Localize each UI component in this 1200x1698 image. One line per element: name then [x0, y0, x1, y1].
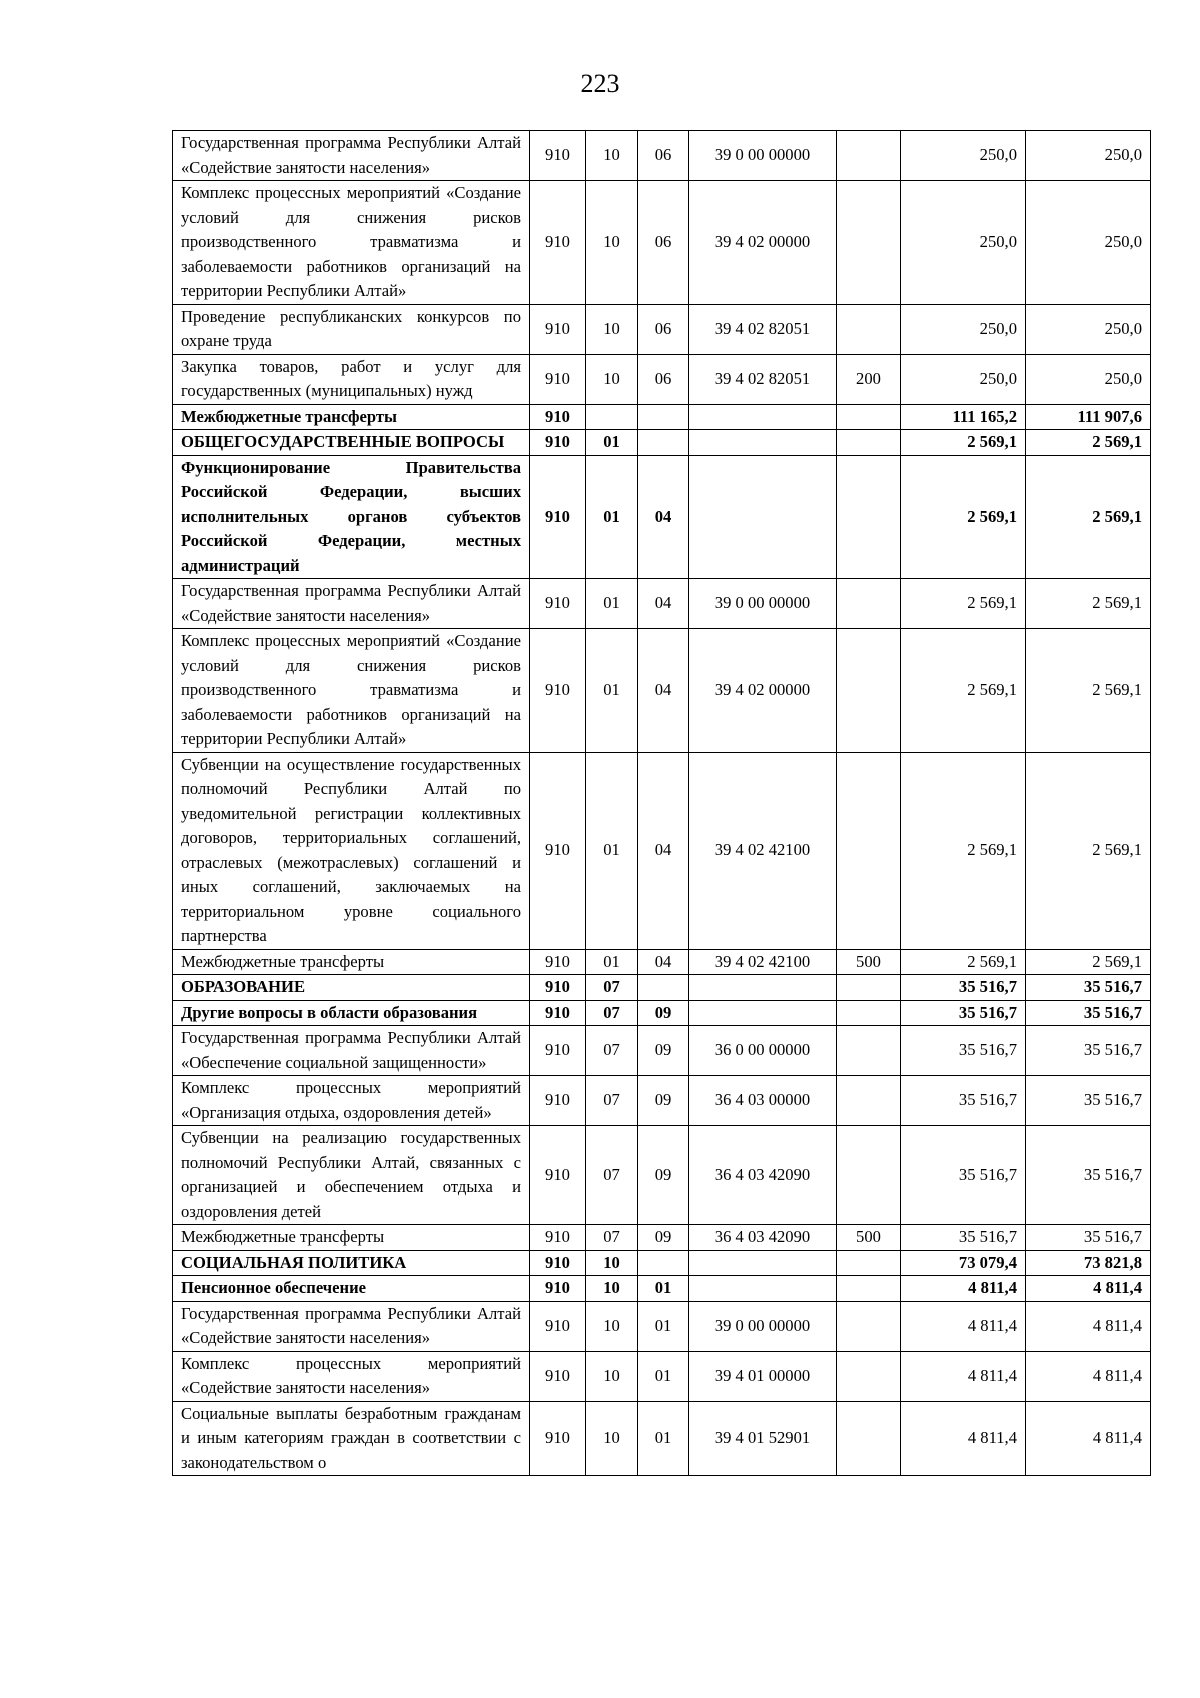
expense-type-cell — [837, 304, 901, 354]
expense-type-cell — [837, 455, 901, 579]
amount-year2-cell: 2 569,1 — [1026, 629, 1151, 753]
subsection-code-cell: 04 — [638, 629, 689, 753]
row-name-cell: ОБРАЗОВАНИЕ — [173, 975, 530, 1001]
expense-type-cell — [837, 1301, 901, 1351]
table-row — [173, 949, 1151, 975]
grbs-code-cell: 910 — [530, 1401, 586, 1476]
table-row — [173, 430, 1151, 456]
target-article-cell: 36 4 03 42090 — [689, 1225, 837, 1251]
amount-year1-cell: 73 079,4 — [901, 1250, 1026, 1276]
row-name-cell: Пенсионное обеспечение — [173, 1276, 530, 1302]
subsection-code-cell: 04 — [638, 752, 689, 949]
target-article-cell: 39 4 02 42100 — [689, 752, 837, 949]
grbs-code-cell: 910 — [530, 131, 586, 181]
row-name-cell: Комплекс процессных мероприятий «Организация отдыха, оздоровления детей» — [173, 1076, 530, 1126]
amount-year2-cell: 35 516,7 — [1026, 975, 1151, 1001]
expense-type-cell — [837, 1126, 901, 1225]
section-code-cell: 07 — [586, 1000, 638, 1026]
row-name-cell: Субвенции на реализацию государственных полномочий Республики Алтай, связанных с организацией и обеспечением отдыха и оздоровления детей — [173, 1126, 530, 1225]
subsection-code-cell: 09 — [638, 1076, 689, 1126]
section-code-cell: 10 — [586, 1250, 638, 1276]
subsection-code-cell: 09 — [638, 1225, 689, 1251]
row-name-cell: Комплекс процессных мероприятий «Создание условий для снижения рисков производственного травматизма и заболеваемости работников организаций на территории Республики Алтай» — [173, 181, 530, 305]
amount-year1-cell: 35 516,7 — [901, 1126, 1026, 1225]
expense-type-cell — [837, 1351, 901, 1401]
table-row — [173, 975, 1151, 1001]
table-row — [173, 1401, 1151, 1476]
grbs-code-cell: 910 — [530, 1126, 586, 1225]
table-row — [173, 1126, 1151, 1225]
target-article-cell: 39 0 00 00000 — [689, 131, 837, 181]
target-article-cell — [689, 430, 837, 456]
amount-year1-cell: 2 569,1 — [901, 430, 1026, 456]
target-article-cell: 39 0 00 00000 — [689, 1301, 837, 1351]
amount-year2-cell: 35 516,7 — [1026, 1076, 1151, 1126]
grbs-code-cell: 910 — [530, 1076, 586, 1126]
table-row — [173, 752, 1151, 949]
grbs-code-cell: 910 — [530, 975, 586, 1001]
amount-year2-cell: 2 569,1 — [1026, 455, 1151, 579]
amount-year1-cell: 250,0 — [901, 354, 1026, 404]
section-code-cell: 01 — [586, 949, 638, 975]
amount-year2-cell: 35 516,7 — [1026, 1000, 1151, 1026]
amount-year1-cell: 35 516,7 — [901, 1000, 1026, 1026]
grbs-code-cell: 910 — [530, 752, 586, 949]
row-name-cell: Проведение республиканских конкурсов по охране труда — [173, 304, 530, 354]
grbs-code-cell: 910 — [530, 1276, 586, 1302]
section-code-cell: 10 — [586, 354, 638, 404]
section-code-cell: 07 — [586, 975, 638, 1001]
grbs-code-cell: 910 — [530, 949, 586, 975]
expense-type-cell — [837, 629, 901, 753]
target-article-cell — [689, 975, 837, 1001]
amount-year2-cell: 2 569,1 — [1026, 430, 1151, 456]
table-row — [173, 304, 1151, 354]
grbs-code-cell: 910 — [530, 404, 586, 430]
target-article-cell — [689, 1276, 837, 1302]
section-code-cell: 07 — [586, 1225, 638, 1251]
budget-table — [172, 130, 1151, 1476]
table-row — [173, 181, 1151, 305]
amount-year2-cell: 35 516,7 — [1026, 1126, 1151, 1225]
expense-type-cell — [837, 1250, 901, 1276]
subsection-code-cell: 06 — [638, 354, 689, 404]
grbs-code-cell: 910 — [530, 1301, 586, 1351]
target-article-cell — [689, 455, 837, 579]
amount-year2-cell: 250,0 — [1026, 181, 1151, 305]
subsection-code-cell: 09 — [638, 1026, 689, 1076]
subsection-code-cell — [638, 1250, 689, 1276]
amount-year2-cell: 4 811,4 — [1026, 1351, 1151, 1401]
expense-type-cell: 200 — [837, 354, 901, 404]
grbs-code-cell: 910 — [530, 304, 586, 354]
subsection-code-cell: 06 — [638, 181, 689, 305]
section-code-cell: 10 — [586, 1301, 638, 1351]
amount-year2-cell: 2 569,1 — [1026, 949, 1151, 975]
section-code-cell: 07 — [586, 1126, 638, 1225]
section-code-cell: 01 — [586, 629, 638, 753]
section-code-cell: 10 — [586, 1351, 638, 1401]
grbs-code-cell: 910 — [530, 579, 586, 629]
section-code-cell: 01 — [586, 752, 638, 949]
subsection-code-cell — [638, 975, 689, 1001]
row-name-cell: Государственная программа Республики Алтай «Содействие занятости населения» — [173, 1301, 530, 1351]
row-name-cell: СОЦИАЛЬНАЯ ПОЛИТИКА — [173, 1250, 530, 1276]
target-article-cell: 39 4 02 42100 — [689, 949, 837, 975]
expense-type-cell — [837, 579, 901, 629]
row-name-cell: Комплекс процессных мероприятий «Создание условий для снижения рисков производственного травматизма и заболеваемости работников организаций на территории Республики Алтай» — [173, 629, 530, 753]
grbs-code-cell: 910 — [530, 629, 586, 753]
target-article-cell: 39 4 01 00000 — [689, 1351, 837, 1401]
subsection-code-cell: 04 — [638, 455, 689, 579]
amount-year2-cell: 35 516,7 — [1026, 1225, 1151, 1251]
amount-year1-cell: 35 516,7 — [901, 1026, 1026, 1076]
subsection-code-cell: 06 — [638, 304, 689, 354]
target-article-cell: 39 0 00 00000 — [689, 579, 837, 629]
expense-type-cell — [837, 1076, 901, 1126]
section-code-cell: 07 — [586, 1026, 638, 1076]
budget-table-body — [173, 131, 1151, 1476]
table-row — [173, 1026, 1151, 1076]
amount-year1-cell: 2 569,1 — [901, 455, 1026, 579]
grbs-code-cell: 910 — [530, 1000, 586, 1026]
table-row — [173, 1000, 1151, 1026]
expense-type-cell — [837, 1000, 901, 1026]
row-name-cell: Межбюджетные трансферты — [173, 404, 530, 430]
amount-year2-cell: 4 811,4 — [1026, 1276, 1151, 1302]
amount-year2-cell: 250,0 — [1026, 354, 1151, 404]
expense-type-cell: 500 — [837, 1225, 901, 1251]
subsection-code-cell: 04 — [638, 579, 689, 629]
table-row — [173, 1250, 1151, 1276]
target-article-cell — [689, 404, 837, 430]
section-code-cell: 10 — [586, 131, 638, 181]
amount-year1-cell: 4 811,4 — [901, 1276, 1026, 1302]
target-article-cell: 39 4 02 82051 — [689, 304, 837, 354]
table-row — [173, 354, 1151, 404]
expense-type-cell — [837, 1026, 901, 1076]
section-code-cell: 10 — [586, 181, 638, 305]
amount-year1-cell: 2 569,1 — [901, 949, 1026, 975]
amount-year1-cell: 35 516,7 — [901, 1076, 1026, 1126]
grbs-code-cell: 910 — [530, 1026, 586, 1076]
table-row — [173, 579, 1151, 629]
grbs-code-cell: 910 — [530, 455, 586, 579]
row-name-cell: Субвенции на осуществление государственных полномочий Республики Алтай по уведомительной регистрации коллективных договоров, территориальных соглашений, отраслевых (межотраслевых) соглашений и иных соглашений, заключаемых на территориальном уровне социального партнерства — [173, 752, 530, 949]
target-article-cell: 39 4 01 52901 — [689, 1401, 837, 1476]
grbs-code-cell: 910 — [530, 181, 586, 305]
amount-year1-cell: 250,0 — [901, 304, 1026, 354]
table-row — [173, 1351, 1151, 1401]
table-row — [173, 629, 1151, 753]
grbs-code-cell: 910 — [530, 354, 586, 404]
target-article-cell: 39 4 02 00000 — [689, 629, 837, 753]
table-row — [173, 131, 1151, 181]
amount-year2-cell: 73 821,8 — [1026, 1250, 1151, 1276]
subsection-code-cell: 04 — [638, 949, 689, 975]
amount-year1-cell: 2 569,1 — [901, 579, 1026, 629]
row-name-cell: Межбюджетные трансферты — [173, 1225, 530, 1251]
expense-type-cell — [837, 1401, 901, 1476]
expense-type-cell — [837, 752, 901, 949]
grbs-code-cell: 910 — [530, 1225, 586, 1251]
amount-year2-cell: 2 569,1 — [1026, 752, 1151, 949]
amount-year1-cell: 4 811,4 — [901, 1351, 1026, 1401]
table-row — [173, 1301, 1151, 1351]
subsection-code-cell: 01 — [638, 1276, 689, 1302]
amount-year2-cell: 250,0 — [1026, 131, 1151, 181]
expense-type-cell — [837, 1276, 901, 1302]
expense-type-cell: 500 — [837, 949, 901, 975]
subsection-code-cell: 09 — [638, 1000, 689, 1026]
page-number: 223 — [580, 69, 620, 98]
row-name-cell: Межбюджетные трансферты — [173, 949, 530, 975]
grbs-code-cell: 910 — [530, 1351, 586, 1401]
target-article-cell: 39 4 02 00000 — [689, 181, 837, 305]
amount-year1-cell: 35 516,7 — [901, 1225, 1026, 1251]
section-code-cell — [586, 404, 638, 430]
amount-year1-cell: 4 811,4 — [901, 1301, 1026, 1351]
amount-year2-cell: 35 516,7 — [1026, 1026, 1151, 1076]
target-article-cell — [689, 1250, 837, 1276]
subsection-code-cell: 01 — [638, 1351, 689, 1401]
amount-year2-cell: 250,0 — [1026, 304, 1151, 354]
row-name-cell: Другие вопросы в области образования — [173, 1000, 530, 1026]
subsection-code-cell: 01 — [638, 1301, 689, 1351]
amount-year1-cell: 4 811,4 — [901, 1401, 1026, 1476]
amount-year1-cell: 2 569,1 — [901, 629, 1026, 753]
amount-year2-cell: 4 811,4 — [1026, 1301, 1151, 1351]
target-article-cell — [689, 1000, 837, 1026]
row-name-cell: Социальные выплаты безработным гражданам и иным категориям граждан в соответствии с законодательством о — [173, 1401, 530, 1476]
target-article-cell: 36 4 03 42090 — [689, 1126, 837, 1225]
expense-type-cell — [837, 975, 901, 1001]
amount-year2-cell: 4 811,4 — [1026, 1401, 1151, 1476]
section-code-cell: 10 — [586, 1401, 638, 1476]
amount-year2-cell: 2 569,1 — [1026, 579, 1151, 629]
row-name-cell: Комплекс процессных мероприятий «Содействие занятости населения» — [173, 1351, 530, 1401]
section-code-cell: 01 — [586, 430, 638, 456]
table-row — [173, 1225, 1151, 1251]
target-article-cell: 36 4 03 00000 — [689, 1076, 837, 1126]
table-row — [173, 1076, 1151, 1126]
amount-year1-cell: 250,0 — [901, 181, 1026, 305]
subsection-code-cell: 01 — [638, 1401, 689, 1476]
section-code-cell: 01 — [586, 455, 638, 579]
section-code-cell: 10 — [586, 304, 638, 354]
row-name-cell: Функционирование Правительства Российской Федерации, высших исполнительных органов субъектов Российской Федерации, местных администраций — [173, 455, 530, 579]
expense-type-cell — [837, 181, 901, 305]
table-row — [173, 404, 1151, 430]
target-article-cell: 36 0 00 00000 — [689, 1026, 837, 1076]
row-name-cell: Закупка товаров, работ и услуг для государственных (муниципальных) нужд — [173, 354, 530, 404]
subsection-code-cell: 09 — [638, 1126, 689, 1225]
subsection-code-cell — [638, 430, 689, 456]
row-name-cell: ОБЩЕГОСУДАРСТВЕННЫЕ ВОПРОСЫ — [173, 430, 530, 456]
expense-type-cell — [837, 131, 901, 181]
amount-year1-cell: 250,0 — [901, 131, 1026, 181]
section-code-cell: 07 — [586, 1076, 638, 1126]
expense-type-cell — [837, 404, 901, 430]
expense-type-cell — [837, 430, 901, 456]
amount-year2-cell: 111 907,6 — [1026, 404, 1151, 430]
section-code-cell: 10 — [586, 1276, 638, 1302]
table-row — [173, 1276, 1151, 1302]
grbs-code-cell: 910 — [530, 1250, 586, 1276]
amount-year1-cell: 35 516,7 — [901, 975, 1026, 1001]
row-name-cell: Государственная программа Республики Алтай «Обеспечение социальной защищенности» — [173, 1026, 530, 1076]
row-name-cell: Государственная программа Республики Алтай «Содействие занятости населения» — [173, 579, 530, 629]
table-row — [173, 455, 1151, 579]
target-article-cell: 39 4 02 82051 — [689, 354, 837, 404]
section-code-cell: 01 — [586, 579, 638, 629]
subsection-code-cell: 06 — [638, 131, 689, 181]
row-name-cell: Государственная программа Республики Алтай «Содействие занятости населения» — [173, 131, 530, 181]
subsection-code-cell — [638, 404, 689, 430]
amount-year1-cell: 2 569,1 — [901, 752, 1026, 949]
grbs-code-cell: 910 — [530, 430, 586, 456]
amount-year1-cell: 111 165,2 — [901, 404, 1026, 430]
